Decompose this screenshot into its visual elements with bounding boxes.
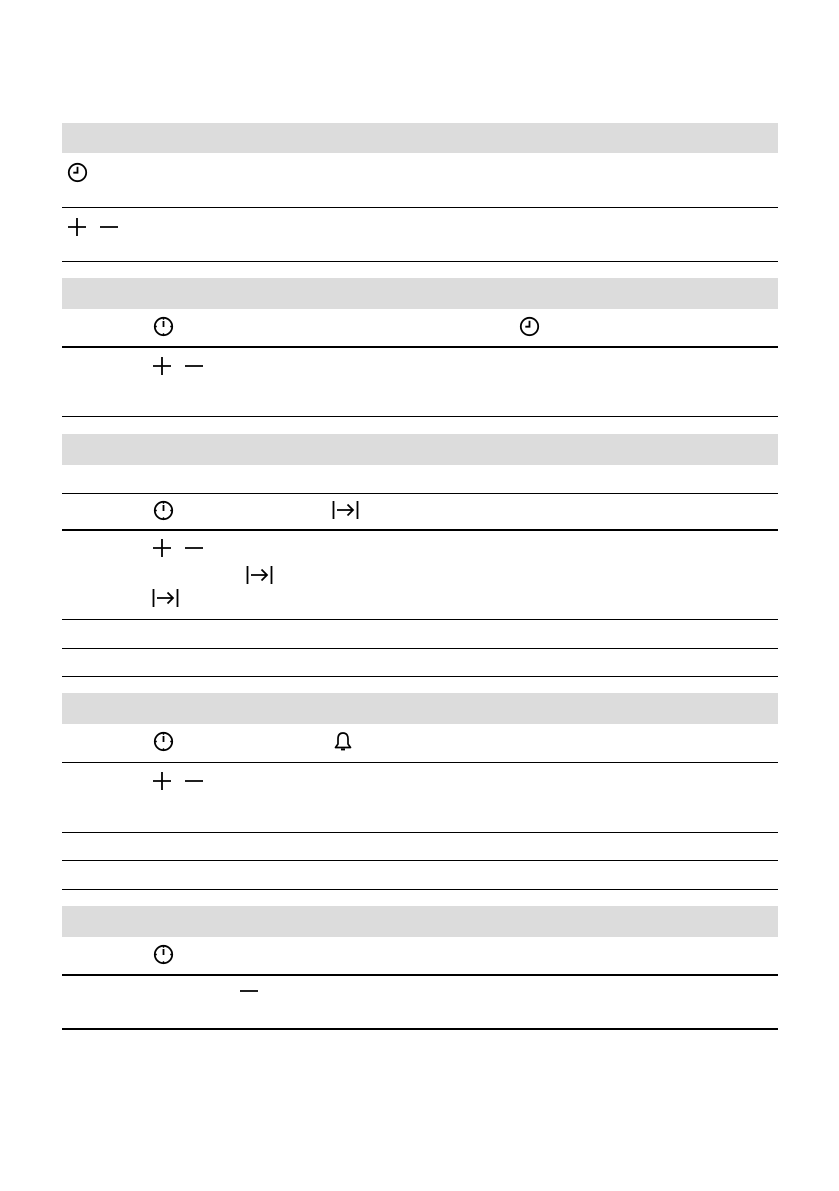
section-3-bottom-rule	[62, 676, 778, 677]
section-4-row-divider	[62, 762, 778, 763]
plus-icon	[152, 771, 172, 791]
clock-icon	[519, 316, 540, 337]
section-1-bottom-rule	[62, 261, 778, 262]
section-4-row-divider	[62, 832, 778, 833]
plus-icon	[67, 217, 87, 237]
section-5-header-band	[62, 906, 778, 937]
section-2-header-band	[62, 278, 778, 309]
section-2-row-divider	[62, 346, 778, 348]
timer-button-icon	[153, 500, 174, 521]
section-2-bottom-rule	[62, 416, 778, 417]
timer-button-icon	[153, 731, 174, 752]
section-5-bottom-rule	[62, 1028, 778, 1030]
minus-icon	[184, 356, 204, 376]
duration-icon	[332, 500, 359, 520]
plus-icon	[152, 356, 172, 376]
timer-button-icon	[153, 316, 174, 337]
duration-icon	[152, 588, 179, 608]
section-3-header-band	[62, 434, 778, 465]
bell-icon	[333, 731, 353, 753]
duration-icon	[246, 565, 273, 585]
section-3-row-divider	[62, 648, 778, 649]
section-4-bottom-rule	[62, 889, 778, 890]
minus-icon	[99, 217, 119, 237]
section-4-row-divider	[62, 860, 778, 861]
section-1-row-divider	[62, 207, 778, 208]
section-3-row-divider	[62, 619, 778, 620]
minus-icon	[184, 771, 204, 791]
clock-icon	[67, 162, 88, 183]
minus-icon	[239, 981, 259, 1001]
section-4-header-band	[62, 693, 778, 724]
minus-icon	[184, 538, 204, 558]
section-3-row-divider	[62, 493, 778, 494]
section-1-header-band	[62, 123, 778, 153]
section-3-row-divider	[62, 529, 778, 531]
plus-icon	[152, 538, 172, 558]
timer-button-icon	[153, 944, 174, 965]
section-5-row-divider	[62, 974, 778, 976]
